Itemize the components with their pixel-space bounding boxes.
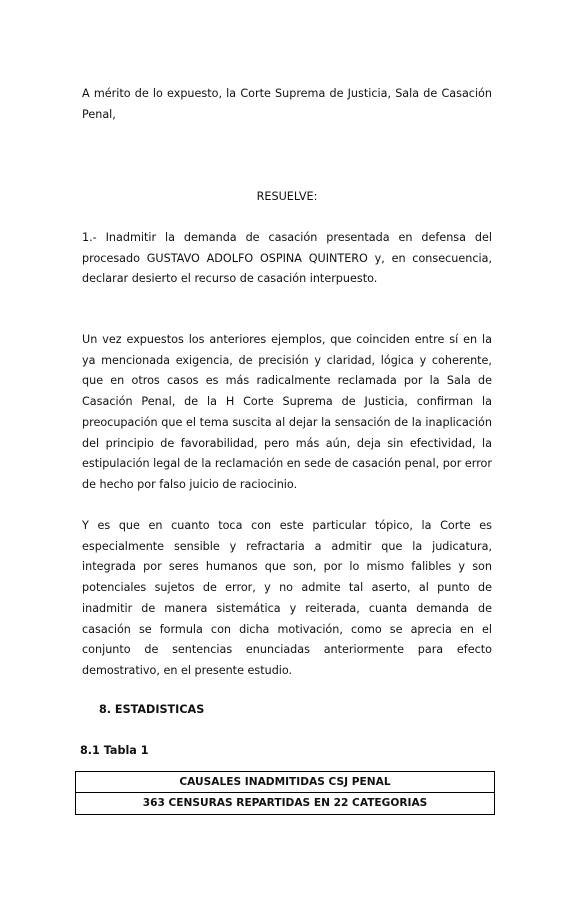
table-row: 363 CENSURAS REPARTIDAS EN 22 CATEGORIAS xyxy=(142,797,428,809)
analysis-paragraph-2: Y es que en cuanto toca con este particular tópico, la Corte es especialmente sensible y refractaria a admitir que la judicatura, integrada por seres humanos que son, por lo mismo falibles y son potenciales sujetos de error, y no admite tal aserto, al punto de inadmitir de manera sistemática y reiterada, cuanta demanda de casación se formula con dicha motivación, como se aprecia en el conjunto de sentencias enunciadas anteriormente para efecto demostrativo, en el presente estudio. xyxy=(82,519,492,677)
resuelve-heading: RESUELVE: xyxy=(256,190,318,203)
analysis-paragraph-1: Un vez expuestos los anteriores ejemplos, que coinciden entre sí en la ya mencionada exigencia, de precisión y claridad, lógica y coherente, que en otros casos es más radicalmente reclamada por la Sala de Casación Penal, de la H Corte Suprema de Justicia, confirman la preocupación que el tema suscita al dejar la sensación de la inaplicación del principio de favorabilidad, pero más aún, deja sin efectividad, la estipulación legal de la reclamación en sede de casación penal, por error de hecho por falso juicio de raciocinio. xyxy=(82,333,492,491)
intro-paragraph: A mérito de lo expuesto, la Corte Suprema de Justicia, Sala de Casación Penal, xyxy=(82,87,492,121)
section-heading: 8. ESTADISTICAS xyxy=(99,703,205,716)
subsection-heading: 8.1 Tabla 1 xyxy=(80,744,149,757)
table-row: CAUSALES INADMITIDAS CSJ PENAL xyxy=(76,772,494,793)
decision-paragraph: 1.- Inadmitir la demanda de casación presentada en defensa del procesado GUSTAVO ADOLFO OSPINA QUINTERO y, en consecuencia, declarar desierto el recurso de casación interpuesto. xyxy=(82,231,492,286)
statistics-table xyxy=(75,771,495,815)
